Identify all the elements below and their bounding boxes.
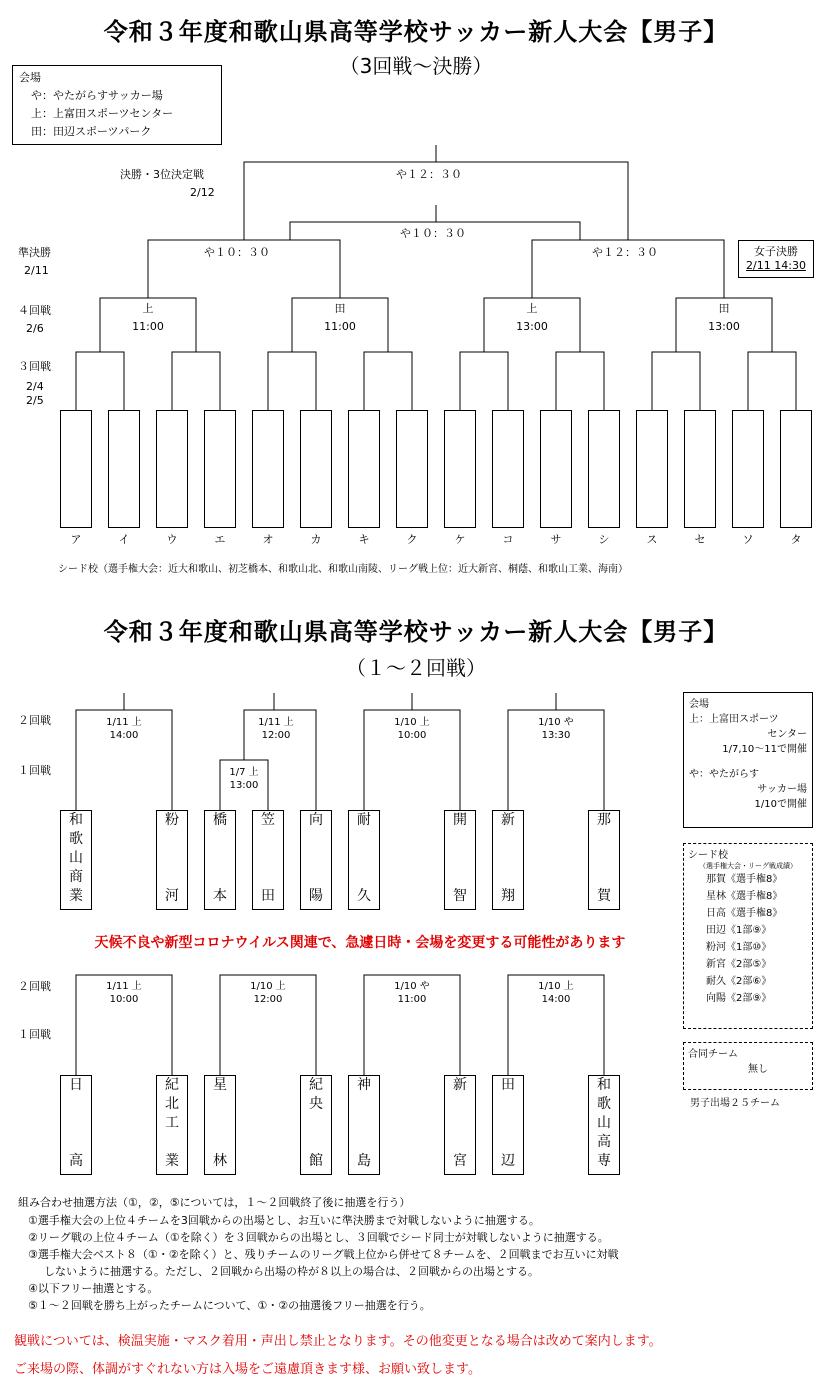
semi-round-label: 準決勝 bbox=[18, 246, 51, 259]
r4-time: 11:00 bbox=[324, 320, 356, 333]
r2-match-date: 1/10 上 bbox=[538, 981, 574, 992]
venue-item: や：やたがらすサッカー場 bbox=[31, 89, 163, 102]
seed-note: シード校（選手権大会：近大和歌山、初芝橋本、和歌山北、和歌山南陵、リーグ戦上位：近大新宮、桐蔭、和歌山工業、海南） bbox=[58, 564, 628, 575]
team-name-char: 山 bbox=[597, 1115, 611, 1131]
r4-date: 2/6 bbox=[26, 322, 44, 335]
team-slot-label: ク bbox=[406, 533, 418, 546]
team-name-char: 宮 bbox=[453, 1153, 467, 1169]
seed-heading: シード校 bbox=[688, 850, 728, 861]
r1-label: １回戦 bbox=[18, 764, 51, 777]
r2-label-2: ２回戦 bbox=[18, 980, 51, 993]
team-name-char: 耐 bbox=[357, 812, 371, 828]
team-slot-label: ケ bbox=[454, 533, 466, 546]
venue-legend-bottom bbox=[683, 692, 813, 828]
team-slot-label: タ bbox=[790, 533, 802, 546]
final-time: や１２：３０ bbox=[396, 168, 462, 181]
seed-item: 新宮《2部⑤》 bbox=[706, 959, 772, 970]
r4-time: 11:00 bbox=[132, 320, 164, 333]
method-line: ②リーグ戦の上位４チーム（①を除く）を３回戦からの出場とし、３回戦でシード同士が対戦しないように抽選する。 bbox=[28, 1231, 609, 1244]
team-name-char: 和 bbox=[69, 812, 83, 828]
venue-item: 上：上富田スポーツセンター bbox=[31, 107, 174, 120]
warning-notice: 天候不良や新型コロナウイルス関連で、急遽日時・会場を変更する可能性があります bbox=[94, 935, 626, 951]
r1-match-date: 1/7 上 bbox=[229, 767, 259, 778]
team-name-char: 新 bbox=[501, 812, 515, 828]
team-name-char: 工 bbox=[165, 1115, 179, 1131]
team-slot-label: イ bbox=[118, 533, 130, 546]
team-name-char: 橋 bbox=[213, 812, 227, 828]
r2-match-date: 1/10 上 bbox=[250, 981, 286, 992]
seed-box bbox=[683, 843, 813, 1029]
seed-item: 日高《選手権8》 bbox=[706, 908, 783, 919]
seed-item: 向陽《2部⑨》 bbox=[706, 993, 772, 1004]
seed-list bbox=[688, 871, 808, 1007]
team-name-char: 山 bbox=[69, 850, 83, 866]
r2-match-time: 13:30 bbox=[541, 730, 571, 741]
team-slot-label: オ bbox=[262, 533, 274, 546]
venue-line: 1/10で開催 bbox=[754, 799, 807, 810]
team-name-char: 歌 bbox=[597, 1096, 611, 1112]
team-name-char: 粉 bbox=[165, 812, 179, 828]
team-slot-label: キ bbox=[358, 533, 370, 546]
team-name-char: 紀 bbox=[309, 1077, 323, 1093]
final-round-date: 2/12 bbox=[190, 186, 215, 199]
seed-item: 星林《選手権8》 bbox=[706, 891, 783, 902]
r4-venue: 田 bbox=[718, 302, 730, 315]
team-name-char: 林 bbox=[213, 1153, 227, 1169]
method-heading: 組み合わせ抽選方法（①，②，⑤については，１～２回戦終了後に抽選を行う） bbox=[18, 1196, 411, 1209]
r4-time: 13:00 bbox=[516, 320, 548, 333]
team-name-char: 田 bbox=[501, 1077, 515, 1093]
page-title-top: 令和３年度和歌山県高等学校サッカー新人大会【男子】 bbox=[103, 18, 729, 46]
r2-match-time: 10:00 bbox=[397, 730, 427, 741]
team-name-char: 島 bbox=[357, 1153, 371, 1169]
venue-item: 田：田辺スポーツパーク bbox=[31, 125, 152, 138]
venue-line: 上：上富田スポーツ bbox=[689, 714, 779, 725]
team-slot-label: ス bbox=[646, 533, 658, 546]
r4-venue: 上 bbox=[142, 302, 154, 315]
r1-match-time: 13:00 bbox=[229, 780, 259, 791]
method-line: ⑤１～２回戦を勝ち上がったチームについて、①・②の抽選後フリー抽選を行う。 bbox=[28, 1299, 431, 1312]
final-round-label: 決勝・3位決定戦 bbox=[120, 168, 204, 181]
joint-team-box bbox=[683, 1042, 813, 1090]
seed-item: 耐久《2部⑥》 bbox=[706, 976, 772, 987]
seed-note: （選手権大会・リーグ戦成績） bbox=[699, 862, 797, 870]
team-slot-label: セ bbox=[694, 533, 706, 546]
team-name-char: 久 bbox=[357, 888, 371, 904]
team-name-char: 笠 bbox=[261, 812, 275, 828]
method-line: ①選手権大会の上位４チームを3回戦からの出場とし、お互いに準決勝まで対戦しないように抽選する。 bbox=[28, 1214, 540, 1227]
team-name-char: 紀 bbox=[165, 1077, 179, 1093]
team-name-char: 陽 bbox=[309, 888, 323, 904]
method-line: ④以下フリー抽選とする。 bbox=[28, 1282, 159, 1295]
team-name-char: 歌 bbox=[69, 831, 83, 847]
r1-label-2: １回戦 bbox=[18, 1028, 51, 1041]
semi-right-time: や１２：３０ bbox=[592, 246, 658, 259]
team-name-char: 智 bbox=[453, 888, 467, 904]
venue-heading: 会場 bbox=[19, 71, 41, 84]
third-place-time: や１０：３０ bbox=[400, 227, 466, 240]
notice-2: ご来場の際、体調がすぐれない方は入場をご遠慮頂きます様、お願い致します。 bbox=[14, 1362, 481, 1377]
r2-match-time: 14:00 bbox=[109, 730, 139, 741]
notice-1: 観戦については、検温実施・マスク着用・声出し禁止となります。その他変更となる場合は改めて案内します。 bbox=[14, 1334, 662, 1349]
team-name-char: 業 bbox=[165, 1153, 179, 1169]
team-name-char: 本 bbox=[213, 888, 227, 904]
r3-date-1: 2/4 bbox=[26, 380, 44, 393]
team-name-char: 田 bbox=[261, 888, 275, 904]
r2-match-date: 1/10 や bbox=[538, 717, 574, 728]
seed-item: 田辺《1部⑨》 bbox=[706, 925, 772, 936]
r2-match-date: 1/11 上 bbox=[106, 981, 142, 992]
total-teams: 男子出場２５チーム bbox=[690, 1098, 780, 1109]
r2-match-time: 12:00 bbox=[253, 994, 283, 1005]
r4-time: 13:00 bbox=[708, 320, 740, 333]
team-name-char: 和 bbox=[597, 1077, 611, 1093]
team-name-char: 館 bbox=[309, 1153, 323, 1169]
team-slot-label: サ bbox=[550, 533, 562, 546]
r2-label: ２回戦 bbox=[18, 714, 51, 727]
venue-line: 1/7,10～11で開催 bbox=[722, 744, 807, 755]
method-line: ③選手権大会ベスト８（①・②を除く）と、残りチームのリーグ戦上位から併せて８チームを、２回戦までお互いに対戦 bbox=[28, 1248, 619, 1261]
page-title-bottom: 令和３年度和歌山県高等学校サッカー新人大会【男子】 bbox=[103, 618, 729, 646]
women-final-time: 2/11 14:30 bbox=[746, 259, 806, 272]
seed-item: 那賀《選手権8》 bbox=[706, 874, 783, 885]
team-name-char: 高 bbox=[69, 1153, 83, 1169]
semi-left-time: や１０：３０ bbox=[204, 246, 270, 259]
r2-match-time: 11:00 bbox=[397, 994, 427, 1005]
team-name-char: 北 bbox=[165, 1096, 179, 1112]
team-name-char: 高 bbox=[597, 1134, 611, 1150]
r2-match-date: 1/10 上 bbox=[394, 717, 430, 728]
r3-label: ３回戦 bbox=[18, 360, 51, 373]
team-name-char: 業 bbox=[69, 888, 83, 904]
venue-line: センター bbox=[767, 729, 807, 740]
team-slot-label: カ bbox=[310, 533, 322, 546]
venue-heading: 会場 bbox=[689, 699, 709, 710]
r4-label: ４回戦 bbox=[18, 304, 51, 317]
team-name-char: 向 bbox=[309, 812, 323, 828]
team-slot-label: エ bbox=[214, 533, 226, 546]
semi-round-date: 2/11 bbox=[24, 264, 49, 277]
r2-match-date: 1/10 や bbox=[394, 981, 430, 992]
venue-line: サッカー場 bbox=[757, 784, 807, 795]
r2-match-time: 12:00 bbox=[261, 730, 291, 741]
team-name-char: 賀 bbox=[597, 888, 611, 904]
women-final-title: 女子決勝 bbox=[754, 245, 798, 258]
team-name-char: 専 bbox=[597, 1153, 611, 1169]
r4-venue: 上 bbox=[526, 302, 538, 315]
r3-date-2: 2/5 bbox=[26, 394, 44, 407]
team-slot-label: コ bbox=[502, 533, 514, 546]
venue-line: や：やたがらす bbox=[689, 769, 759, 780]
team-name-char: 星 bbox=[213, 1077, 227, 1093]
team-name-char: 日 bbox=[69, 1077, 83, 1093]
team-name-char: 開 bbox=[453, 812, 467, 828]
r2-match-time: 10:00 bbox=[109, 994, 139, 1005]
team-name-char: 辺 bbox=[501, 1153, 515, 1169]
team-name-char: 河 bbox=[165, 888, 179, 904]
team-name-char: 翔 bbox=[501, 888, 515, 904]
page-subtitle-bottom: （１～２回戦） bbox=[346, 656, 486, 680]
page-subtitle-top: （3回戦～決勝） bbox=[339, 54, 493, 78]
r4-venue: 田 bbox=[334, 302, 346, 315]
r2-match-date: 1/11 上 bbox=[258, 717, 294, 728]
joint-heading: 合同チーム bbox=[688, 1049, 738, 1060]
team-slot-label: シ bbox=[598, 533, 610, 546]
team-name-char: 那 bbox=[597, 812, 611, 828]
r2-match-date: 1/11 上 bbox=[106, 717, 142, 728]
team-name-char: 商 bbox=[69, 869, 83, 885]
team-name-char: 新 bbox=[453, 1077, 467, 1093]
team-slot-label: ソ bbox=[742, 533, 754, 546]
method-line: しないように抽選する。ただし、２回戦から出場の枠が８以上の場合は、２回戦からの出場とする。 bbox=[44, 1265, 539, 1278]
joint-value: 無し bbox=[748, 1064, 768, 1075]
team-slot-label: ウ bbox=[166, 533, 178, 546]
r2-match-time: 14:00 bbox=[541, 994, 571, 1005]
team-name-char: 神 bbox=[357, 1077, 371, 1093]
team-name-char: 央 bbox=[309, 1096, 323, 1112]
team-slot-label: ア bbox=[70, 533, 82, 546]
seed-item: 粉河《1部⑩》 bbox=[706, 942, 772, 953]
